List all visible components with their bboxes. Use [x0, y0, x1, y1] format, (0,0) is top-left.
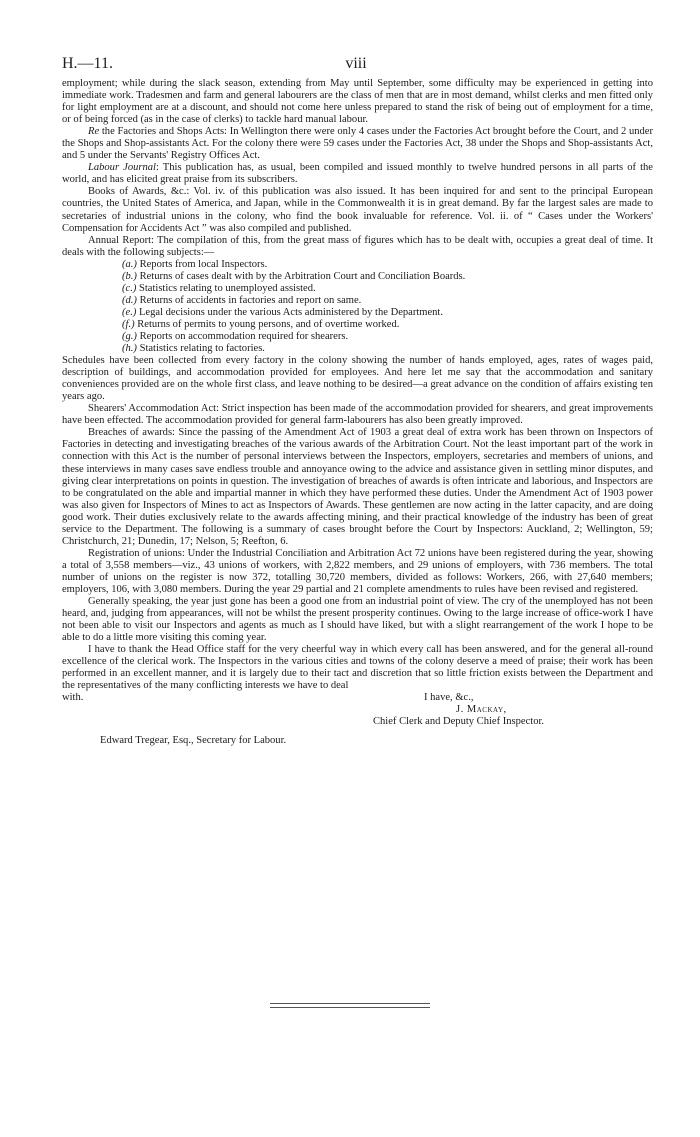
list-item-label: (c.): [122, 282, 137, 294]
list-item-label: (f.): [122, 318, 135, 330]
subjects-list: [62, 259, 653, 355]
list-item-label: (h.): [122, 343, 137, 355]
footer-rule-bottom: [270, 1007, 430, 1008]
signature-name-row: [62, 704, 653, 716]
paragraph-labour-journal: [62, 162, 653, 186]
list-item: [62, 331, 653, 343]
paragraph-generally-speaking: Generally speaking, the year just gone has been a good one from an industrial point of view. The cry of the unemployed has not been heard, and, judging from appearances, will not be whilst the present prosperity continues. Owing to the large increase of office-work I have not been able to visit our Inspectors and agents as much as I should have liked, but with a slight rearrangement of the work I hope to be able to do a little more visiting this coming year.: [62, 596, 653, 644]
page-number: viii: [345, 55, 367, 72]
page-header: [62, 55, 650, 77]
list-item: [62, 259, 653, 271]
list-item-label: (a.): [122, 258, 137, 270]
list-item-text: Returns of cases dealt with by the Arbitration Court and Conciliation Boards.: [139, 270, 466, 282]
list-item-label: (g.): [122, 330, 137, 342]
footer-rule-top: [270, 1003, 430, 1004]
list-item-text: Returns of permits to young persons, and of overtime worked.: [137, 318, 400, 330]
document-body: [62, 78, 653, 747]
journal-label: Labour Journal: [88, 162, 156, 174]
list-item-label: (b.): [122, 270, 137, 282]
paragraph-registration-of-unions: Registration of unions: Under the Industrial Conciliation and Arbitration Act 72 unions have been registered during the year, showing a total of 3,558 members—viz., 43 unions of workers, with 2,822 members, and 29 unions of employers, with 736 members. The total number of unions on the register is now 372, totalling 30,720 members, divided as follows: Workers, 266, with 27,640 members; employers, 106, with 3,080 members. During the year 29 partial and 21 complete amendments to rules have been revised and registered.: [62, 547, 653, 595]
paragraph-breaches-of-awards: Breaches of awards: Since the passing of the Amendment Act of 1903 a great deal of extra work has been thrown on Inspectors of Factories in detecting and investigating breaches of the various awards of the Arbitration Court. Not the least important part of the work in connection with this Act is the number of personal interviews between the Inspectors, employers, secretaries and members of unions, and these interviews in many cases save endless trouble and annoyance owing to the advice and assistance given in settling minor disputes, and giving clear interpretations on points in question. The investigation of breaches of awards is often intricate and laborious, and Inspectors are to be congratulated on the able and impartial manner in which they have performed these duties. Under the Amendment Act of 1903 power was also given for Inspectors of Mines to act as Inspectors of Awards. These gentlemen are now acting in the latter capacity, and are doing good work. Their duties exclusively relate to the awards affecting mining, and their practical knowledge of the industry has been of great service to the Department. The following is a summary of cases brought before the Court by Inspectors: Auckland, 2; Wellington, 59; Christchurch, 21; Dunedin, 17; Nelson, 5; Reefton, 6.: [62, 427, 653, 547]
list-item: [62, 319, 653, 331]
signatory-title: Chief Clerk and Deputy Chief Inspector.: [373, 716, 545, 728]
list-item: [62, 271, 653, 283]
re-label: Re: [88, 126, 100, 138]
document-reference: H.—11.: [62, 55, 113, 72]
list-item-label: (e.): [122, 306, 137, 318]
paragraph-books-of-awards: Books of Awards, &c.: Vol. iv. of this publication was also issued. It has been inquired for and sent to the principal European countries, the United States of America, and Japan, while in the Commonwealth it is in great demand. By far the largest sales are made to secretaries of industrial unions in the colony, who find the book invaluable for reference. Vol. ii. of “ Cases under the Workers' Compensation for Accidents Act ” was also compiled and published.: [62, 186, 653, 234]
list-item: [62, 343, 653, 355]
paragraph-schedules: Schedules have been collected from every factory in the colony showing the number of hands employed, ages, rates of wages paid, description of buildings, and accommodation provided for employees. And here let me say that the accommodation and sanitary conveniences provided are on the whole first class, and leave nothing to be desired—a great advance on the condition of affairs existing ten years ago.: [62, 355, 653, 403]
salutation: I have, &c.,: [424, 692, 474, 704]
signature-title-row: [62, 716, 653, 728]
labour-journal-text: : This publication has, as usual, been compiled and issued monthly to twelve hundred persons in all parts of the world, and has elicited great praise from its subscribers.: [62, 162, 653, 186]
list-item-text: Statistics relating to unemployed assisted.: [138, 282, 316, 294]
factories-acts-text: the Factories and Shops Acts: In Wellington there were only 4 cases under the Factories Act brought before the Court, and 2 under the Shops and Shop-assistants Act. For the colony there were 59 cases under the Factories Act, 38 under the Shops and Shop-assistants Act, and 5 under the Servants' Registry Offices Act.: [62, 126, 654, 162]
closing-line: [62, 692, 653, 704]
list-item: [62, 307, 653, 319]
list-item-label: (d.): [122, 294, 137, 306]
addressee: Edward Tregear, Esq., Secretary for Labour.: [100, 734, 287, 746]
list-item: [62, 295, 653, 307]
list-item-text: Statistics relating to factories.: [139, 343, 265, 355]
paragraph-annual-report: Annual Report: The compilation of this, from the great mass of figures which has to be dealt with, occupies a great deal of time. It deals with the following subjects:—: [62, 234, 653, 258]
list-item-text: Reports from local Inspectors.: [139, 258, 268, 270]
paragraph-employment: employment; while during the slack season, extending from May until September, some difficulty may be experienced in getting into immediate work. Tradesmen and farm and general labourers are the class of men that are in most demand, whilst clerks and men fitted only for light employment are at a discount, and should not come here unless prepared to stand the risk of being out of employment for a time, or of being forced (as in the case of clerks) to tackle hard manual labour.: [62, 78, 653, 126]
paragraph-shearers-accommodation: Shearers' Accommodation Act: Strict inspection has been made of the accommodation provided for shearers, and great improvements have been effected. The accommodation provided for general farm-labourers has also been greatly improved.: [62, 403, 653, 427]
list-item: [62, 283, 653, 295]
list-item-text: Reports on accommodation required for shearers.: [139, 330, 349, 342]
paragraph-factories-acts: [62, 126, 653, 162]
closing-with: with.: [62, 692, 84, 704]
paragraph-thanks: I have to thank the Head Office staff for the very cheerful way in which every call has been answered, and for the general all-round excellence of the clerical work. The Inspectors in the various cities and towns of the colony deserve a meed of praise; their work has been performed in an excellent manner, and it is largely due to their tact and discretion that so little friction exists between the Department and the representatives of the many conflicting interests we have to deal: [62, 644, 653, 692]
list-item-text: Legal decisions under the various Acts administered by the Department.: [138, 306, 444, 318]
list-item-text: Returns of accidents in factories and report on same.: [139, 294, 362, 306]
signatory-name: J. Mackay,: [456, 704, 507, 716]
